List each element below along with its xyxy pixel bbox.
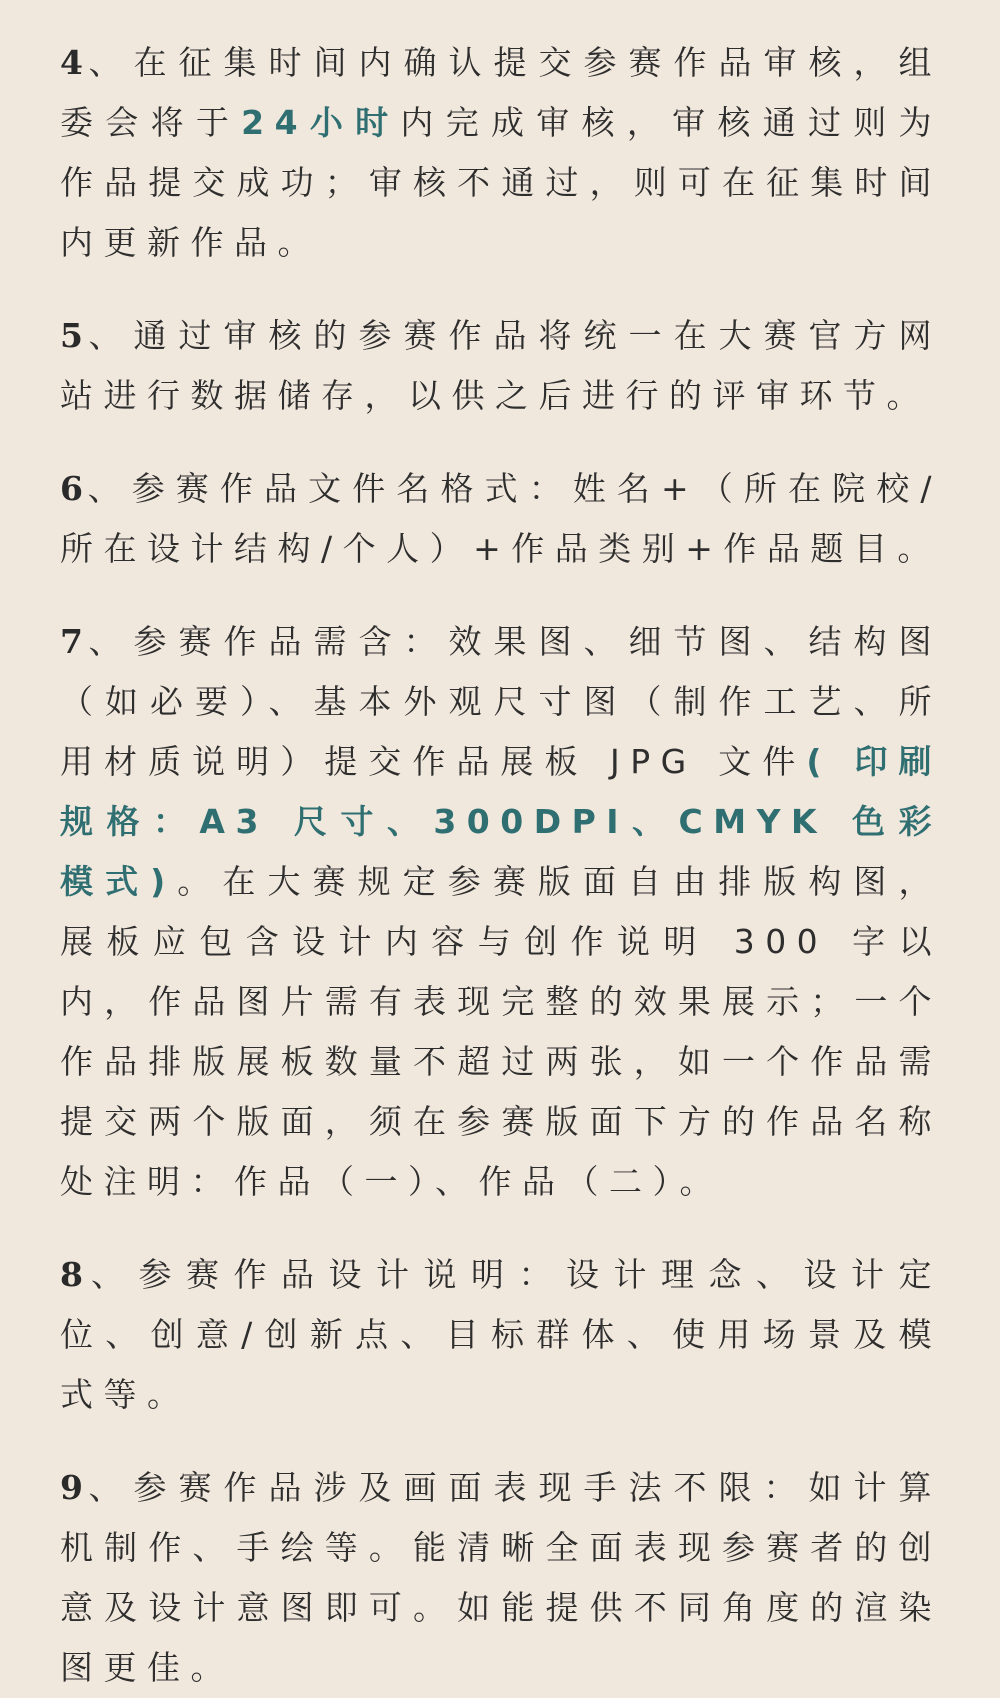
rule-item-9 bbox=[60, 1458, 942, 1698]
rule-item-6 bbox=[60, 459, 942, 579]
rule-number: 8 bbox=[60, 1255, 83, 1294]
rule-text: 、通过审核的参赛作品将统一在大赛官方网站进行数据储存，以供之后进行的评审环节。 bbox=[60, 316, 942, 415]
rules-document bbox=[0, 33, 1000, 1687]
rule-number: 9 bbox=[60, 1468, 83, 1507]
rule-text: 、参赛作品文件名格式：姓名+（所在院校/所在设计结构/个人）+作品类别+作品题目。 bbox=[60, 469, 942, 568]
rule-text: 、在征集时间内确认提交参赛作品审核，组委会将于 bbox=[60, 43, 942, 142]
rule-item-5 bbox=[60, 306, 942, 426]
rule-item-8 bbox=[60, 1245, 942, 1425]
rule-number: 6 bbox=[60, 469, 83, 508]
rule-number: 7 bbox=[60, 622, 83, 661]
rule-text: 、参赛作品需含：效果图、细节图、结构图（如必要）、基本外观尺寸图（制作工艺、所用材质说明）提交作品展板 JPG 文件 bbox=[60, 622, 942, 781]
rule-text: 、参赛作品设计说明：设计理念、设计定位、创意/创新点、目标群体、使用场景及模式等。 bbox=[60, 1255, 942, 1414]
rule-item-4 bbox=[60, 33, 942, 273]
rule-item-7 bbox=[60, 612, 942, 1212]
rule-text: 内完成审核，审核通过则为作品提交成功；审核不通过，则可在征集时间内更新作品。 bbox=[60, 103, 942, 262]
rules-list bbox=[60, 33, 942, 1698]
rule-text: 、参赛作品涉及画面表现手法不限：如计算机制作、手绘等。能清晰全面表现参赛者的创意及设计意图即可。如能提供不同角度的渲染图更佳。 bbox=[60, 1468, 942, 1687]
rule-highlight: ( 印刷规格：A3 尺寸、300DPI、CMYK 色彩模式) bbox=[60, 742, 942, 901]
rule-number: 5 bbox=[60, 316, 83, 355]
rule-highlight: 24小时 bbox=[241, 103, 401, 142]
rule-number: 4 bbox=[60, 43, 83, 82]
rule-text: 。在大赛规定参赛版面自由排版构图，展板应包含设计内容与创作说明 300 字以内，作品图片需有表现完整的效果展示；一个作品排版展板数量不超过两张，如一个作品需提交两个版面，须在参赛版面下方的作品名称处注明：作品（一）、作品（二）。 bbox=[60, 862, 942, 1201]
